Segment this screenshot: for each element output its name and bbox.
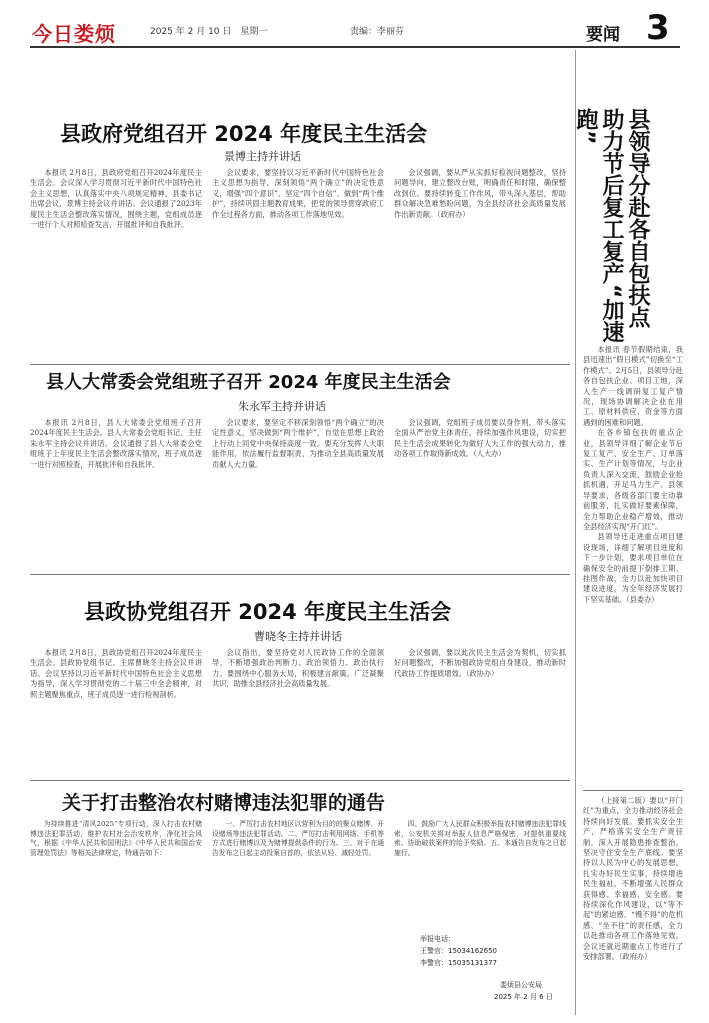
- notice-column-1: 为持续推进“清风2025”专项行动，深入打击农村赌博违法犯罪活动，维护农村社会治安秩序，净化社会风气，根据《中华人民共和国刑法》《中华人民共和国治安管理处罚法》等相关法律规定，特通告如下：: [30, 820, 202, 857]
- article3-column-2: 会议指出，要坚持党对人民政协工作的全面领导，不断增强政治判断力、政治领悟力、政治执行力。要围绕中心服务大局，积极建言献策，广泛凝聚共识，助推全县经济社会高质量发展。: [212, 648, 384, 689]
- article3-subtitle: 曹晓冬主持并讲话: [254, 630, 342, 643]
- divider: [30, 574, 570, 575]
- article2-column-2: 会议要求，要坚定不移深刻领悟“两个确立”的决定性意义，坚决做到“两个维护”，自觉在思想上政治上行动上同党中央保持高度一致。要充分发挥人大职能作用，依法履行监督职责，为推动全县高质量发展贡献人大力量。: [212, 418, 384, 469]
- hotline-phone-2: 李警官：15035131377: [420, 959, 497, 967]
- article3-title: 县政协党组召开 2024 年度民主生活会: [84, 600, 452, 624]
- newspaper-logo: 今日娄烦: [32, 22, 116, 46]
- article2-subtitle: 朱永军主持并讲话: [238, 400, 326, 413]
- notice-column-3: 四、鼓励广大人民群众积极举报农村赌博违法犯罪线索，公安机关将对举报人信息严格保密，对提供重要线索、协助破获案件的给予奖励。五、本通告自发布之日起施行。: [394, 820, 566, 857]
- article1-subtitle: 景博主持并讲话: [224, 150, 301, 163]
- divider: [30, 364, 570, 365]
- divider: [30, 780, 570, 781]
- sidebar-column-2: （上接第二版）要以“开门红”为重点，全力推动经济社会持续向好发展。要抓实安全生产，严格落实安全生产责任制，深入开展隐患排查整治，坚决守住安全生产底线。要坚持以人民为中心的发展思想，扎实办好民生实事，持续增进民生福祉，不断增强人民群众获得感、幸福感、安全感。要持续深化作风建设，以“等不起”的紧迫感、“慢不得”的危机感、“坐不住”的责任感，全力以赴推动各项工作落地见效。会议还就近期重点工作进行了安排部署。（政府办）: [583, 796, 683, 962]
- notice-title: 关于打击整治农村赌博违法犯罪的通告: [62, 792, 386, 814]
- article2-column-1: 本报讯 2月8日，县人大常委会党组班子召开2024年度民主生活会。县人大常委会党组书记、主任朱永军主持会议并讲话。会议通报了县人大常委会党组班子上年度民主生活会整改落实情况，班子成员逐一进行对照检查，开展批评和自我批评。: [30, 418, 202, 469]
- section-name: 要闻: [586, 25, 620, 45]
- article2-column-3: 会议强调，党组班子成员要以身作则，带头落实全面从严治党主体责任，持续加强作风建设，切实把民主生活会成果转化为做好人大工作的强大动力，推动各项工作取得新成效。（人大办）: [394, 418, 566, 459]
- article3-column-3: 会议强调，要以此次民主生活会为契机，切实抓好问题整改，不断加强政协党组自身建设，推动新时代政协工作提质增效。（政协办）: [394, 648, 566, 678]
- article1-column-2: 会议要求，要坚持以习近平新时代中国特色社会主义思想为指导，深刻领悟“两个确立”的决定性意义，增强“四个意识”、坚定“四个自信”、做到“两个维护”，持续巩固主题教育成果，把党的领导贯穿政府工作全过程各方面，推动各项工作落地见效。: [212, 168, 384, 219]
- article2-title: 县人大常委会党组班子召开 2024 年度民主生活会: [46, 372, 451, 393]
- editor-credit: 责编：李丽芬: [350, 27, 405, 37]
- page-number: 3: [646, 8, 670, 48]
- sidebar-column-1: 本报讯 春节假期结束，我县迅速出“假日模式”切换至“工作模式”。2月5日，县领导分赴各自包扶企业、项目工地，深入生产一线调研复工复产情况，现场协调解决企业在用工、原材料供应、资金等方面遇到的困难和问题。 在各乡镇包扶的重点企业，县领导详细了解企业节后复工复产、安全生产、订单落实、生产计划等情况，与企业负责人深入交流，鼓励企业抢抓机遇，开足马力生产。县领导要求，各级各部门要主动靠前服务，扎实做好要素保障，全力帮助企业稳产增效，推动全县经济实现“开门红”。 县领导还走进重点项目建设现场，详细了解项目进度和下一步计划，要求项目单位在确保安全的前提下倒排工期、挂图作战，全力以赴加快项目建设进度，为全年经济发展打下坚实基础。（县委办）: [583, 345, 683, 604]
- notice-column-2: 一、严厉打击农村地区以营利为目的的聚众赌博、开设赌场等违法犯罪活动。二、严厉打击利用网络、手机等方式进行赌博以及为赌博提供条件的行为。三、对于在通告发布之日起主动投案自首的，依法从轻、减轻处罚。: [212, 820, 384, 857]
- article3-column-1: 本报讯 2月8日，县政协党组召开2024年度民主生活会。县政协党组书记、主席曹晓冬主持会议并讲话。会议坚持以习近平新时代中国特色社会主义思想为指导，深入学习贯彻党的二十届三中全会精神，对照主题聚焦重点，班子成员逐一进行检视剖析。: [30, 648, 202, 699]
- hotline-phone-1: 王警官：15034162650: [420, 947, 497, 955]
- notice-date: 2025 年 2 月 6 日: [494, 993, 553, 1001]
- article1-title: 县政府党组召开 2024 年度民主生活会: [60, 122, 428, 146]
- article1-column-3: 会议强调，要从严从实抓好检视问题整改，坚持问题导向，建立整改台账，明确责任和时限，确保整改到位。要持续转变工作作风，带头深入基层，帮助群众解决急难愁盼问题，为全县经济社会高质量发展作出新贡献。（政府办）: [394, 168, 566, 219]
- sidebar-title-line-2: 助力节后复工复产“加速跑”: [573, 108, 624, 343]
- issue-date: 2025 年 2 月 10 日 星期一: [150, 27, 268, 37]
- masthead: [30, 8, 680, 48]
- article1-column-1: 本报讯 2月8日，县政府党组召开2024年度民主生活会。会议深入学习贯彻习近平新时代中国特色社会主义思想，认真落实中央八项规定精神，县委书记出席会议，景博主持会议并讲话。会议通报了2023年度民主生活会整改落实情况，围绕主题，党组成员逐一进行个人对照检查发言，开展批评和自我批评。: [30, 168, 202, 230]
- hotline-label: 举报电话：: [420, 935, 455, 943]
- sidebar-title: [573, 108, 650, 343]
- notice-issuer: 娄烦县公安局: [500, 981, 542, 989]
- sidebar-title-line-1: 县领导分赴各自包扶点: [625, 108, 650, 328]
- divider: [583, 790, 683, 791]
